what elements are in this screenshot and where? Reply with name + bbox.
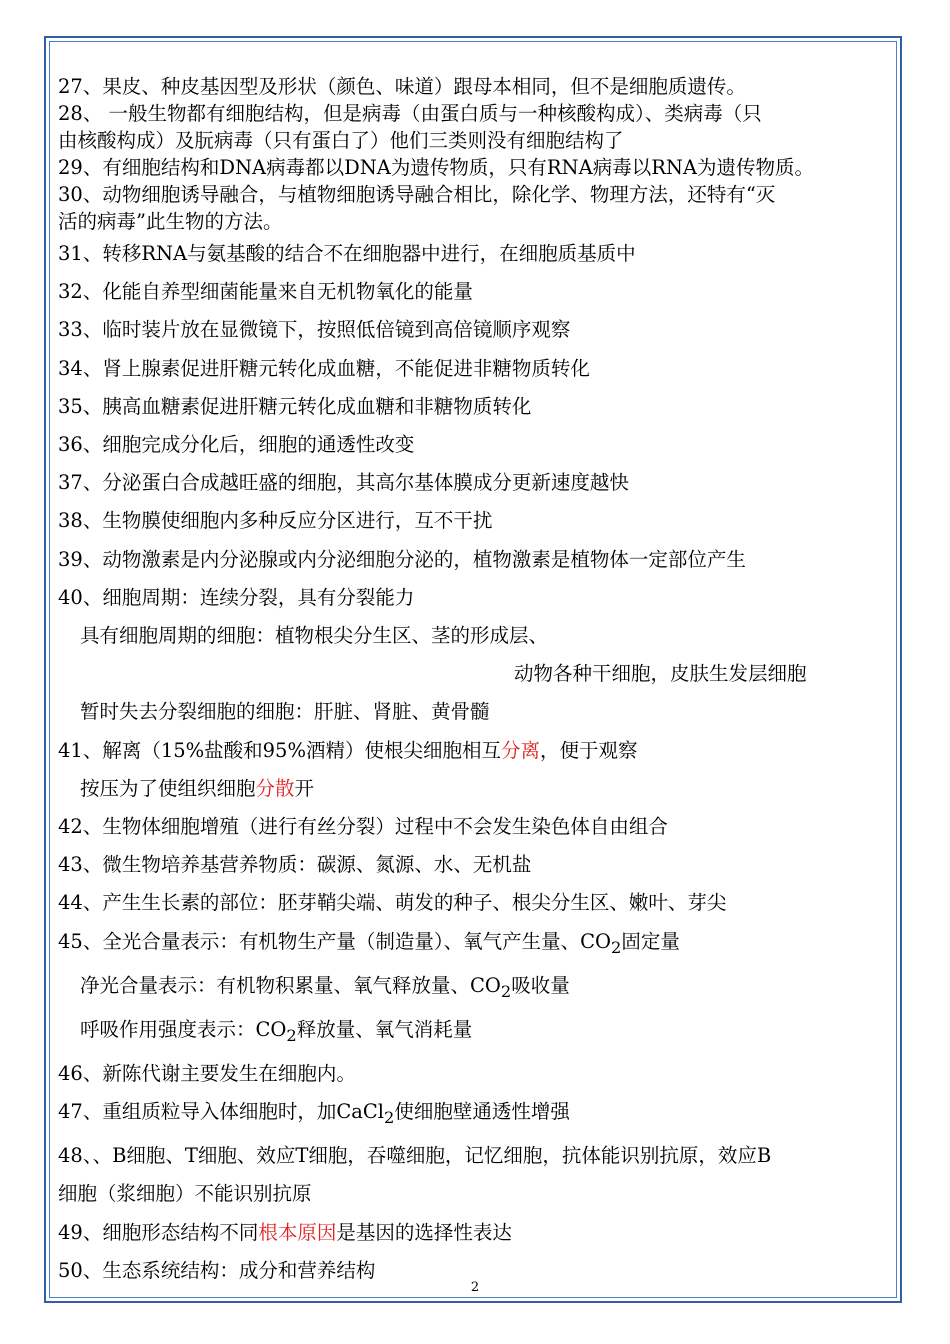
item-47	[58, 1093, 894, 1137]
item-45-resp-text: 呼吸作用强度表示：CO	[80, 1017, 287, 1041]
item-38: 38、生物膜使细胞内多种反应分区进行，互不干扰	[58, 509, 493, 533]
item-36: 36、细胞完成分化后，细胞的通透性改变	[58, 433, 415, 457]
item-41-press	[58, 770, 894, 808]
item-47-tail: 使细胞壁通透性增强	[394, 1100, 570, 1124]
item-41-tail: ，便于观察	[540, 738, 638, 762]
item-41-press-tail: 开	[294, 776, 315, 800]
item-28-line1: 28、 一般生物都有细胞结构，但是病毒（由蛋白质与一种核酸构成）、类病毒（只	[58, 102, 762, 125]
document-body	[58, 73, 894, 1290]
item-48-line2: 细胞（浆细胞）不能识别抗原	[58, 1182, 312, 1206]
item-39: 39、动物激素是内分泌腺或内分泌细胞分泌的，植物激素是植物体一定部位产生	[58, 547, 746, 571]
item-40-cycling-cells: 具有细胞周期的细胞：植物根尖分生区、茎的形成层、	[80, 624, 549, 648]
item-47-subscript: 2	[384, 1108, 395, 1128]
item-45-resp-subscript: 2	[286, 1025, 297, 1045]
item-31: 31、转移RNA与氨基酸的结合不在细胞器中进行，在细胞质基质中	[58, 242, 636, 265]
item-49	[58, 1214, 894, 1252]
item-47-text: 47、重组质粒导入体细胞时，加CaCl	[58, 1100, 385, 1124]
item-43: 43、微生物培养基营养物质：碳源、氮源、水、无机盐	[58, 853, 532, 877]
item-49-highlight: 根本原因	[258, 1220, 337, 1244]
item-45-net-text: 净光合量表示：有机物积累量、氧气释放量、CO	[80, 973, 501, 997]
item-27: 27、果皮、种皮基因型及形状（颜色、味道）跟母本相同，但不是细胞质遗传。	[58, 75, 746, 98]
item-37: 37、分泌蛋白合成越旺盛的细胞，其高尔基体膜成分更新速度越快	[58, 471, 629, 495]
item-42: 42、生物体细胞增殖（进行有丝分裂）过程中不会发生染色体自由组合	[58, 815, 668, 839]
item-49-text: 49、细胞形态结构不同	[58, 1220, 259, 1244]
item-49-tail: 是基因的选择性表达	[336, 1220, 512, 1244]
item-45-net	[58, 967, 894, 1011]
item-46: 46、新陈代谢主要发生在细胞内。	[58, 1061, 356, 1085]
item-41-press-highlight: 分散	[255, 776, 295, 800]
item-45	[58, 923, 894, 967]
item-41-press-text: 按压为了使组织细胞	[80, 776, 256, 800]
item-50: 50、生态系统结构：成分和营养结构	[58, 1258, 376, 1282]
item-29: 29、有细胞结构和DNA病毒都以DNA为遗传物质，只有RNA病毒以RNA为遗传物质。	[58, 156, 815, 179]
item-34: 34、肾上腺素促进肝糖元转化成血糖，不能促进非糖物质转化	[58, 356, 590, 380]
item-45-net-tail: 吸收量	[511, 973, 570, 997]
item-41-highlight: 分离	[501, 738, 541, 762]
item-40-paused-cells: 暂时失去分裂细胞的细胞：肝脏、肾脏、黄骨髓	[80, 700, 490, 724]
item-45-subscript: 2	[610, 937, 622, 957]
item-40: 40、细胞周期：连续分裂，具有分裂能力	[58, 585, 415, 609]
item-33: 33、临时装片放在显微镜下，按照低倍镜到高倍镜顺序观察	[58, 318, 571, 342]
item-48-line1: 48、、B细胞、T细胞、效应T细胞，吞噬细胞，记忆细胞，抗体能识别抗原，效应B	[58, 1144, 772, 1168]
item-40-animal-cells: 动物各种干细胞，皮肤生发层细胞	[514, 662, 807, 686]
item-45-respiration	[58, 1011, 894, 1055]
item-45-resp-tail: 释放量、氧气消耗量	[296, 1017, 473, 1041]
item-45-tail: 固定量	[621, 929, 680, 953]
item-32: 32、化能自养型细菌能量来自无机物氧化的能量	[58, 280, 473, 304]
item-30-line2: 活的病毒”此生物的方法。	[58, 210, 283, 233]
item-28-line2: 由核酸构成）及朊病毒（只有蛋白了）他们三类则没有细胞结构了	[58, 129, 624, 152]
item-41	[58, 732, 894, 770]
item-41-text: 41、解离（15%盐酸和95%酒精）使根尖细胞相互	[58, 738, 501, 762]
page-number: 2	[470, 1280, 480, 1295]
item-44: 44、产生生长素的部位：胚芽鞘尖端、萌发的种子、根尖分生区、嫩叶、芽尖	[58, 891, 727, 915]
item-45-net-subscript: 2	[500, 981, 512, 1001]
item-35: 35、胰高血糖素促进肝糖元转化成血糖和非糖物质转化	[58, 394, 532, 418]
item-30-line1: 30、动物细胞诱导融合，与植物细胞诱导融合相比，除化学、物理方法，还特有“灭	[58, 183, 776, 206]
item-45-text: 45、全光合量表示：有机物生产量（制造量）、氧气产生量、CO	[58, 929, 611, 953]
